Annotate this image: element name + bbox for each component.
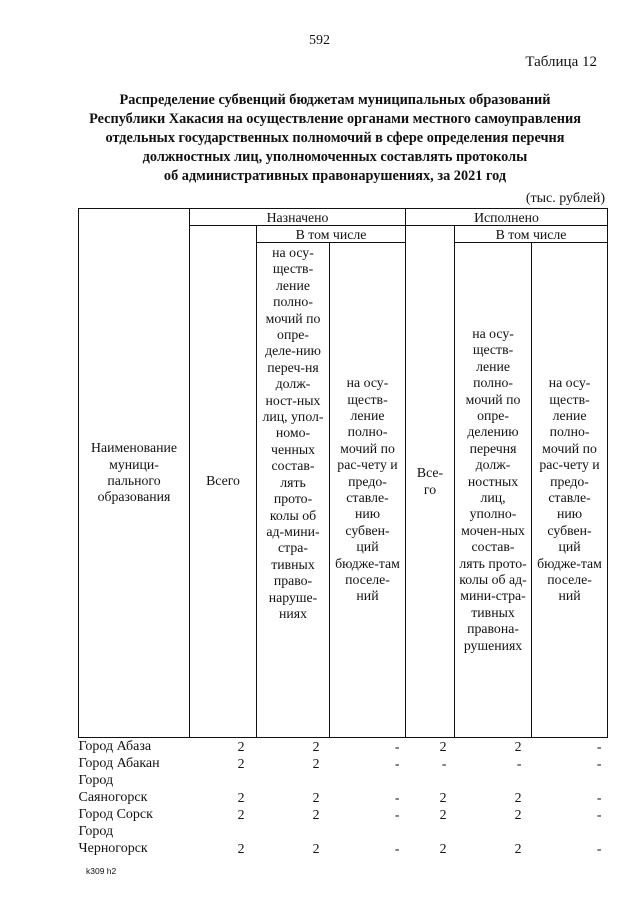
municipality-name: Город — [78, 772, 114, 788]
table-row — [79, 789, 608, 806]
header-total-executed — [406, 226, 455, 738]
cell-total-executed: 2 — [439, 840, 447, 856]
cell-total-assigned: 2 — [237, 789, 245, 805]
cell-assigned-settlements: - — [394, 806, 400, 822]
header-executed: Исполнено — [406, 209, 608, 226]
cell-executed-settlements: - — [596, 755, 602, 771]
cell-assigned-protocols: 2 — [312, 806, 320, 822]
municipality-name: Город Абакан — [78, 755, 160, 771]
table-row — [79, 840, 608, 857]
cell-total-assigned — [190, 772, 257, 789]
header-assigned-including: В том числе — [257, 226, 406, 243]
cell-executed-settlements: - — [596, 738, 602, 754]
cell-total-assigned: 2 — [237, 840, 245, 856]
title-line: должностных лиц, уполномоченных составлять протоколы — [142, 149, 528, 165]
cell-executed-protocols: 2 — [514, 840, 522, 856]
municipality-name: Саяногорск — [78, 789, 148, 805]
cell-total-executed: 2 — [439, 789, 447, 805]
cell-total-executed: 2 — [439, 738, 447, 754]
cell-executed-settlements — [532, 823, 608, 840]
cell-assigned-settlements: - — [394, 789, 400, 805]
page-number: 592 — [309, 33, 330, 48]
cell-assigned-protocols: 2 — [312, 789, 320, 805]
header-total-executed-text: Все-го — [416, 465, 444, 497]
header-assigned-protocols — [257, 243, 330, 738]
title-line: Республики Хакасия на осуществление органами местного самоуправления — [89, 111, 581, 127]
table-row — [79, 738, 608, 756]
title-line: отдельных государственных полномочий в сфере определения перечня — [105, 130, 565, 146]
cell-executed-protocols: - — [516, 755, 522, 771]
municipality-name: Город Абаза — [78, 738, 152, 754]
cell-executed-settlements: - — [596, 789, 602, 805]
cell-assigned-protocols: 2 — [312, 738, 320, 754]
cell-total-executed — [406, 772, 455, 789]
cell-executed-protocols — [455, 823, 532, 840]
header-executed-protocols-text: на осу-ществ-ление полно-мочий по опре-делению перечня долж-ностных лиц, уполно-мочен-ных состав-лять прото-колы об ад-мини-стра-тивных правона-рушениях — [459, 325, 527, 653]
cell-total-assigned: 2 — [237, 806, 245, 822]
cell-total-executed — [406, 823, 455, 840]
document-title — [70, 91, 600, 186]
table-row — [79, 806, 608, 823]
header-assigned-protocols-text: на осу-ществ-ление полно-мочий по опре-деле-нию переч-ня долж-ност-ных лиц, упол-номо-ченных состав-лять прото-колы об ад-мини-стра-тивных право-наруше-ниях — [262, 245, 324, 621]
municipality-name: Черногорск — [78, 840, 148, 856]
municipality-name: Город — [78, 823, 114, 839]
title-line: об административных правонарушениях, за 2021 год — [163, 168, 507, 184]
municipality-name: Город Сорск — [78, 806, 153, 822]
subvention-table — [78, 208, 608, 857]
cell-total-executed: 2 — [439, 806, 447, 822]
cell-total-executed: - — [441, 755, 447, 771]
cell-assigned-protocols — [257, 823, 330, 840]
cell-assigned-settlements: - — [394, 755, 400, 771]
header-name-text: Наименование муници-пального образования — [91, 440, 177, 505]
cell-assigned-protocols — [257, 772, 330, 789]
header-assigned-settlements-text: на осу-ществ-ление полно-мочий по рас-чету и предо-ставле-нию субвен-ций бюдже-там поселе-ний — [335, 375, 400, 604]
header-executed-settlements-text: на осу-ществ-ление полно-мочий по рас-чету и предо-ставле-нию субвен-ций бюдже-там поселе-ний — [537, 375, 602, 604]
table-row — [79, 823, 608, 840]
cell-assigned-settlements — [330, 823, 406, 840]
cell-executed-protocols — [455, 772, 532, 789]
header-assigned-settlements — [330, 243, 406, 738]
cell-executed-settlements: - — [596, 840, 602, 856]
cell-total-assigned: 2 — [237, 738, 245, 754]
header-executed-settlements — [532, 243, 608, 738]
cell-assigned-settlements: - — [394, 840, 400, 856]
header-executed-protocols — [455, 243, 532, 738]
table-row — [79, 772, 608, 789]
cell-executed-protocols: 2 — [514, 738, 522, 754]
table-row — [79, 755, 608, 772]
header-total-assigned: Всего — [190, 226, 257, 738]
cell-executed-settlements: - — [596, 806, 602, 822]
cell-executed-protocols: 2 — [514, 789, 522, 805]
header-name-column — [79, 209, 190, 738]
header-assigned: Назначено — [190, 209, 406, 226]
cell-executed-settlements — [532, 772, 608, 789]
header-executed-including: В том числе — [455, 226, 608, 243]
table-label: Таблица 12 — [525, 54, 597, 70]
cell-total-assigned: 2 — [237, 755, 245, 771]
cell-total-assigned — [190, 823, 257, 840]
cell-assigned-settlements: - — [394, 738, 400, 754]
cell-executed-protocols: 2 — [514, 806, 522, 822]
cell-assigned-protocols: 2 — [312, 755, 320, 771]
footer-code: k309 h2 — [86, 866, 117, 876]
cell-assigned-protocols: 2 — [312, 840, 320, 856]
units-label: (тыс. рублей) — [525, 191, 605, 206]
title-line: Распределение субвенций бюджетам муниципальных образований — [119, 92, 551, 108]
cell-assigned-settlements — [330, 772, 406, 789]
